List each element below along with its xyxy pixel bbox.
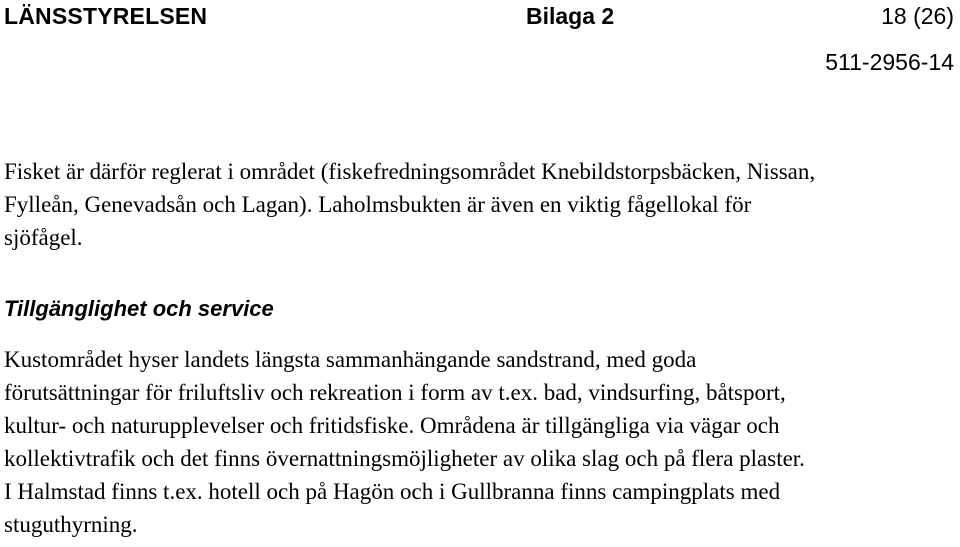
paragraph-fishing: [4, 155, 954, 254]
paragraph-accessibility: [4, 343, 954, 541]
text-line: kollektivtrafik och det finns övernattningsmöjligheter av olika slag och på flera plaster.: [4, 446, 805, 471]
text-line: sjöfågel.: [4, 225, 83, 250]
section-heading: Tillgänglighet och service: [4, 296, 274, 321]
text-line: Fisket är därför reglerat i området (fiskefredningsområdet Knebildstorpsbäcken, Nissan,: [4, 159, 816, 184]
text-line: I Halmstad finns t.ex. hotell och på Hagön och i Gullbranna finns campingplats med: [4, 479, 781, 504]
text-line: stuguthyrning.: [4, 512, 138, 537]
page-number: 18 (26): [881, 3, 954, 29]
appendix-label: Bilaga 2: [526, 3, 615, 29]
page-header: [0, 0, 960, 40]
text-line: Kustområdet hyser landets längsta sammanhängande sandstrand, med goda: [4, 347, 697, 372]
text-line: kultur- och naturupplevelser och fritidsfiske. Områdena är tillgängliga via vägar och: [4, 413, 780, 438]
text-line: Fylleån, Genevadsån och Lagan). Laholmsbukten är även en viktig fågellokal för: [4, 192, 752, 217]
organization-name: LÄNSSTYRELSEN: [4, 3, 208, 29]
reference-number: 511-2956-14: [825, 49, 954, 75]
text-line: förutsättningar för friluftsliv och rekreation i form av t.ex. bad, vindsurfing, båtsport,: [4, 380, 786, 405]
